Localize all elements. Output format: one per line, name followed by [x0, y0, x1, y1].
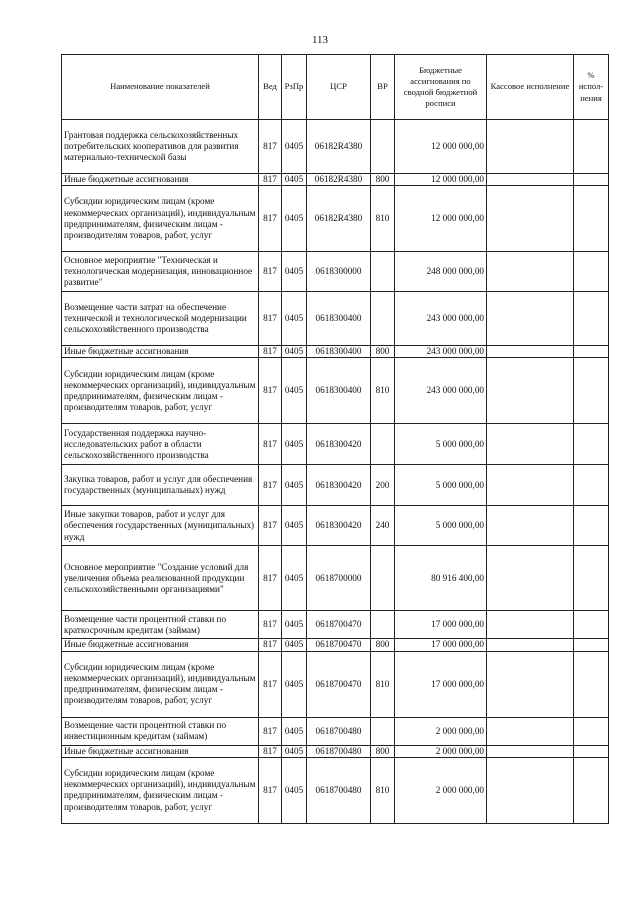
- cell-csr: 0618700480: [307, 757, 371, 823]
- cell-cash: [487, 292, 574, 346]
- header-cash: Кассовое исполнение: [487, 55, 574, 120]
- cell-ved: 817: [259, 506, 282, 546]
- cell-name: Основное мероприятие "Создание условий для увеличения объема реализованной продукции сельскохозяйственными организациями": [62, 546, 259, 611]
- table-row: [62, 717, 609, 745]
- cell-cash: [487, 639, 574, 651]
- cell-amount: 248 000 000,00: [395, 252, 487, 292]
- cell-name: Иные закупки товаров, работ и услуг для обеспечения государственных (муниципальных) нужд: [62, 506, 259, 546]
- table-row: [62, 186, 609, 252]
- cell-csr: 0618300420: [307, 465, 371, 506]
- cell-pct: [574, 651, 609, 717]
- cell-rzpr: 0405: [282, 611, 307, 639]
- cell-cash: [487, 717, 574, 745]
- cell-ved: 817: [259, 465, 282, 506]
- cell-amount: 2 000 000,00: [395, 745, 487, 757]
- table-row: [62, 465, 609, 506]
- cell-ved: 817: [259, 358, 282, 424]
- table-row: [62, 120, 609, 174]
- cell-ved: 817: [259, 745, 282, 757]
- cell-vr: 200: [371, 465, 395, 506]
- cell-amount: 17 000 000,00: [395, 651, 487, 717]
- cell-amount: 12 000 000,00: [395, 174, 487, 186]
- cell-name: Иные бюджетные ассигнования: [62, 346, 259, 358]
- cell-ved: 817: [259, 611, 282, 639]
- cell-pct: [574, 186, 609, 252]
- cell-cash: [487, 120, 574, 174]
- cell-rzpr: 0405: [282, 186, 307, 252]
- cell-pct: [574, 546, 609, 611]
- cell-vr: 800: [371, 745, 395, 757]
- cell-cash: [487, 346, 574, 358]
- cell-name: Основное мероприятие "Техническая и технологическая модернизация, инновационное развитие": [62, 252, 259, 292]
- cell-rzpr: 0405: [282, 639, 307, 651]
- cell-ved: 817: [259, 120, 282, 174]
- cell-pct: [574, 358, 609, 424]
- cell-rzpr: 0405: [282, 546, 307, 611]
- cell-pct: [574, 292, 609, 346]
- cell-vr: 800: [371, 174, 395, 186]
- cell-cash: [487, 546, 574, 611]
- cell-rzpr: 0405: [282, 292, 307, 346]
- cell-csr: 0618300420: [307, 506, 371, 546]
- page-number: 113: [311, 34, 329, 46]
- cell-name: Закупка товаров, работ и услуг для обеспечения государственных (муниципальных) нужд: [62, 465, 259, 506]
- cell-csr: 0618700470: [307, 611, 371, 639]
- cell-cash: [487, 358, 574, 424]
- cell-rzpr: 0405: [282, 651, 307, 717]
- cell-rzpr: 0405: [282, 506, 307, 546]
- cell-vr: 810: [371, 651, 395, 717]
- cell-ved: 817: [259, 546, 282, 611]
- cell-csr: 0618700470: [307, 651, 371, 717]
- cell-name: Государственная поддержка научно-исследовательских работ в области сельскохозяйственного производства: [62, 424, 259, 465]
- cell-csr: 06182R4380: [307, 120, 371, 174]
- header-row: [62, 55, 609, 120]
- table-row: [62, 252, 609, 292]
- cell-name: Субсидии юридическим лицам (кроме некоммерческих организаций), индивидуальным предпринимателям, физическим лицам - производителям товаров, работ, услуг: [62, 358, 259, 424]
- header-pct: % испол-нения: [574, 55, 609, 120]
- cell-amount: 12 000 000,00: [395, 186, 487, 252]
- cell-csr: 0618700480: [307, 745, 371, 757]
- cell-cash: [487, 611, 574, 639]
- table-row: [62, 174, 609, 186]
- cell-amount: 243 000 000,00: [395, 358, 487, 424]
- cell-name: Субсидии юридическим лицам (кроме некоммерческих организаций), индивидуальным предпринимателям, физическим лицам - производителям товаров, работ, услуг: [62, 651, 259, 717]
- header-rzpr: РзПр: [282, 55, 307, 120]
- cell-ved: 817: [259, 346, 282, 358]
- cell-rzpr: 0405: [282, 424, 307, 465]
- cell-ved: 817: [259, 186, 282, 252]
- cell-cash: [487, 424, 574, 465]
- cell-cash: [487, 757, 574, 823]
- cell-csr: 06182R4380: [307, 186, 371, 252]
- cell-csr: 0618300400: [307, 346, 371, 358]
- cell-name: Субсидии юридическим лицам (кроме некоммерческих организаций), индивидуальным предпринимателям, физическим лицам - производителям товаров, работ, услуг: [62, 186, 259, 252]
- cell-vr: [371, 717, 395, 745]
- cell-ved: 817: [259, 252, 282, 292]
- cell-pct: [574, 465, 609, 506]
- cell-amount: 5 000 000,00: [395, 506, 487, 546]
- cell-vr: 800: [371, 346, 395, 358]
- cell-amount: 5 000 000,00: [395, 465, 487, 506]
- header-csr: ЦСР: [307, 55, 371, 120]
- table-row: [62, 745, 609, 757]
- cell-cash: [487, 186, 574, 252]
- cell-csr: 0618300420: [307, 424, 371, 465]
- cell-csr: 0618700480: [307, 717, 371, 745]
- cell-amount: 12 000 000,00: [395, 120, 487, 174]
- budget-table: [61, 54, 609, 824]
- cell-csr: 0618300400: [307, 292, 371, 346]
- cell-csr: 0618300000: [307, 252, 371, 292]
- table-row: [62, 757, 609, 823]
- cell-amount: 17 000 000,00: [395, 639, 487, 651]
- cell-vr: 800: [371, 639, 395, 651]
- cell-csr: 0618700470: [307, 639, 371, 651]
- cell-ved: 817: [259, 292, 282, 346]
- table-row: [62, 424, 609, 465]
- cell-csr: 06182R4380: [307, 174, 371, 186]
- cell-vr: [371, 292, 395, 346]
- cell-vr: [371, 546, 395, 611]
- cell-ved: 817: [259, 717, 282, 745]
- cell-amount: 2 000 000,00: [395, 717, 487, 745]
- cell-amount: 17 000 000,00: [395, 611, 487, 639]
- cell-vr: 810: [371, 186, 395, 252]
- cell-vr: 810: [371, 757, 395, 823]
- cell-pct: [574, 252, 609, 292]
- cell-name: Субсидии юридическим лицам (кроме некоммерческих организаций), индивидуальным предпринимателям, физическим лицам - производителям товаров, работ, услуг: [62, 757, 259, 823]
- table-row: [62, 358, 609, 424]
- cell-pct: [574, 174, 609, 186]
- cell-cash: [487, 465, 574, 506]
- cell-vr: 810: [371, 358, 395, 424]
- cell-cash: [487, 745, 574, 757]
- cell-rzpr: 0405: [282, 757, 307, 823]
- header-ved: Вед: [259, 55, 282, 120]
- cell-pct: [574, 717, 609, 745]
- cell-name: Иные бюджетные ассигнования: [62, 639, 259, 651]
- cell-pct: [574, 639, 609, 651]
- cell-pct: [574, 120, 609, 174]
- cell-cash: [487, 252, 574, 292]
- cell-rzpr: 0405: [282, 358, 307, 424]
- cell-vr: [371, 120, 395, 174]
- table-row: [62, 546, 609, 611]
- cell-amount: 2 000 000,00: [395, 757, 487, 823]
- cell-amount: 243 000 000,00: [395, 292, 487, 346]
- cell-csr: 0618700000: [307, 546, 371, 611]
- cell-amount: 243 000 000,00: [395, 346, 487, 358]
- cell-ved: 817: [259, 639, 282, 651]
- cell-vr: [371, 424, 395, 465]
- cell-pct: [574, 611, 609, 639]
- cell-pct: [574, 745, 609, 757]
- cell-rzpr: 0405: [282, 120, 307, 174]
- cell-amount: 5 000 000,00: [395, 424, 487, 465]
- cell-pct: [574, 424, 609, 465]
- cell-amount: 80 916 400,00: [395, 546, 487, 611]
- cell-rzpr: 0405: [282, 346, 307, 358]
- table-row: [62, 506, 609, 546]
- cell-name: Иные бюджетные ассигнования: [62, 745, 259, 757]
- cell-ved: 817: [259, 174, 282, 186]
- cell-name: Грантовая поддержка сельскохозяйственных потребительских кооперативов для развития материально-технической базы: [62, 120, 259, 174]
- cell-name: Возмещение части процентной ставки по краткосрочным кредитам (займам): [62, 611, 259, 639]
- cell-csr: 0618300400: [307, 358, 371, 424]
- cell-pct: [574, 346, 609, 358]
- cell-pct: [574, 506, 609, 546]
- cell-name: Возмещение части затрат на обеспечение технической и технологической модернизации сельскохозяйственного производства: [62, 292, 259, 346]
- cell-vr: 240: [371, 506, 395, 546]
- table-row: [62, 346, 609, 358]
- cell-name: Иные бюджетные ассигнования: [62, 174, 259, 186]
- cell-vr: [371, 611, 395, 639]
- cell-rzpr: 0405: [282, 465, 307, 506]
- cell-ved: 817: [259, 651, 282, 717]
- table-row: [62, 611, 609, 639]
- table-row: [62, 639, 609, 651]
- table-body: [62, 120, 609, 824]
- cell-cash: [487, 651, 574, 717]
- header-name: Наименование показателей: [62, 55, 259, 120]
- cell-name: Возмещение части процентной ставки по инвестиционным кредитам (займам): [62, 717, 259, 745]
- cell-cash: [487, 506, 574, 546]
- cell-vr: [371, 252, 395, 292]
- cell-ved: 817: [259, 757, 282, 823]
- header-vr: ВР: [371, 55, 395, 120]
- cell-rzpr: 0405: [282, 252, 307, 292]
- table-row: [62, 651, 609, 717]
- cell-rzpr: 0405: [282, 174, 307, 186]
- cell-pct: [574, 757, 609, 823]
- cell-rzpr: 0405: [282, 717, 307, 745]
- cell-ved: 817: [259, 424, 282, 465]
- cell-rzpr: 0405: [282, 745, 307, 757]
- cell-cash: [487, 174, 574, 186]
- header-budget: Бюджетные ассигнования по сводной бюджетной росписи: [395, 55, 487, 120]
- table-row: [62, 292, 609, 346]
